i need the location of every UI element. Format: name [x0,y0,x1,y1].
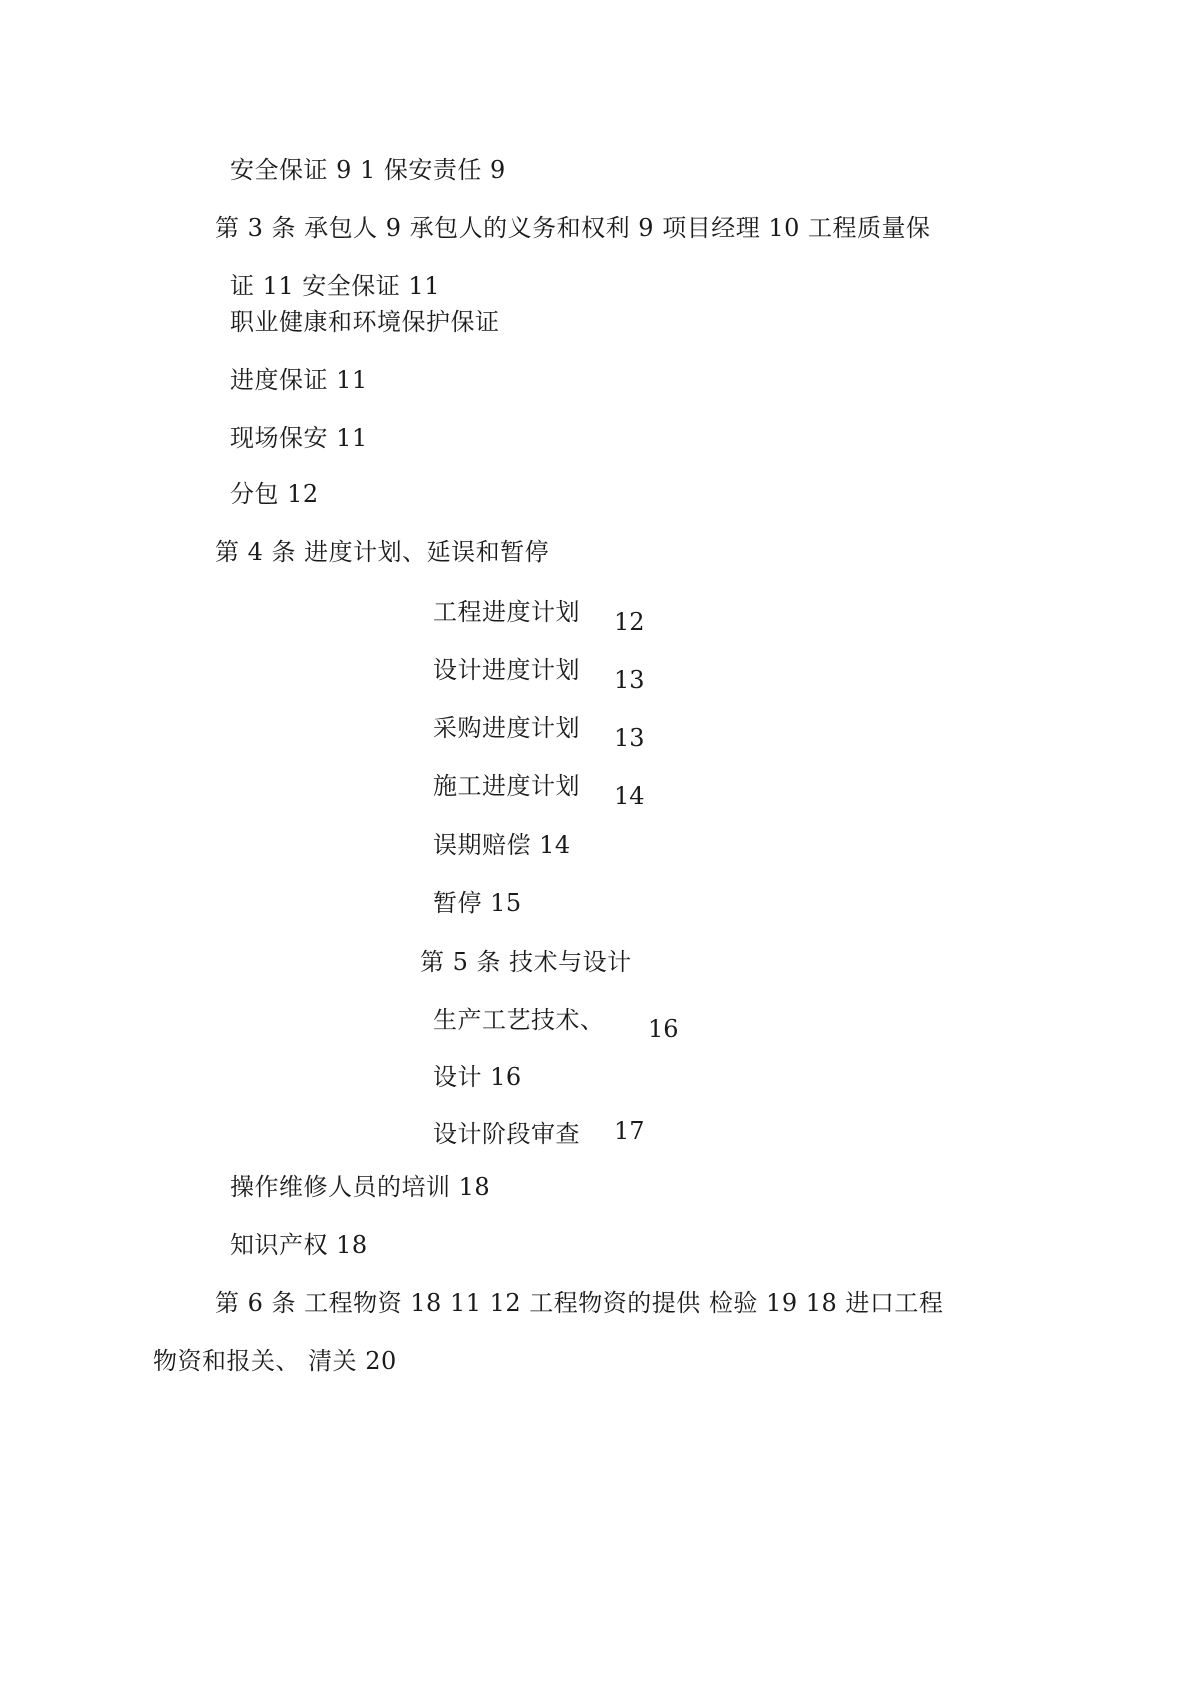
toc-article-3: 第 3 条 承包人 9 承包人的义务和权利 9 项目经理 10 工程质量保 [215,214,931,242]
toc-entry: 进度保证 11 [230,366,368,394]
toc-entry-title: 工程进度计划 [433,598,580,626]
toc-entry-page: 13 [614,724,645,752]
toc-entry-title: 生产工艺技术、 [433,1006,605,1034]
toc-entry-title: 施工进度计划 [433,772,580,800]
toc-article-4: 第 4 条 进度计划、延误和暂停 [215,538,550,566]
toc-article-5: 第 5 条 技术与设计 [420,948,632,976]
toc-entry-page: 16 [648,1015,679,1043]
toc-entry-page: 12 [614,608,645,636]
toc-entry-title: 设计阶段审查 [433,1120,580,1148]
toc-entry: 暂停 15 [433,889,522,917]
toc-entry: 证 11 安全保证 11 [230,272,440,300]
toc-entry: 知识产权 18 [230,1231,368,1259]
toc-entry: 职业健康和环境保护保证 [230,308,500,336]
toc-entry: 物资和报关、 清关 20 [153,1347,397,1375]
toc-entry: 现场保安 11 [230,424,368,452]
toc-article-6: 第 6 条 工程物资 18 11 12 工程物资的提供 检验 19 18 进口工程 [215,1289,944,1317]
toc-entry: 分包 12 [230,480,319,508]
toc-entry-page: 17 [614,1117,645,1145]
toc-entry: 设计 16 [433,1063,522,1091]
toc-entry-title: 采购进度计划 [433,714,580,742]
toc-entry-title: 设计进度计划 [433,656,580,684]
toc-entry: 安全保证 9 1 保安责任 9 [230,156,506,184]
toc-entry-page: 14 [614,782,645,810]
toc-entry: 误期赔偿 14 [433,831,571,859]
toc-entry: 操作维修人员的培训 18 [230,1173,491,1201]
toc-entry-page: 13 [614,666,645,694]
